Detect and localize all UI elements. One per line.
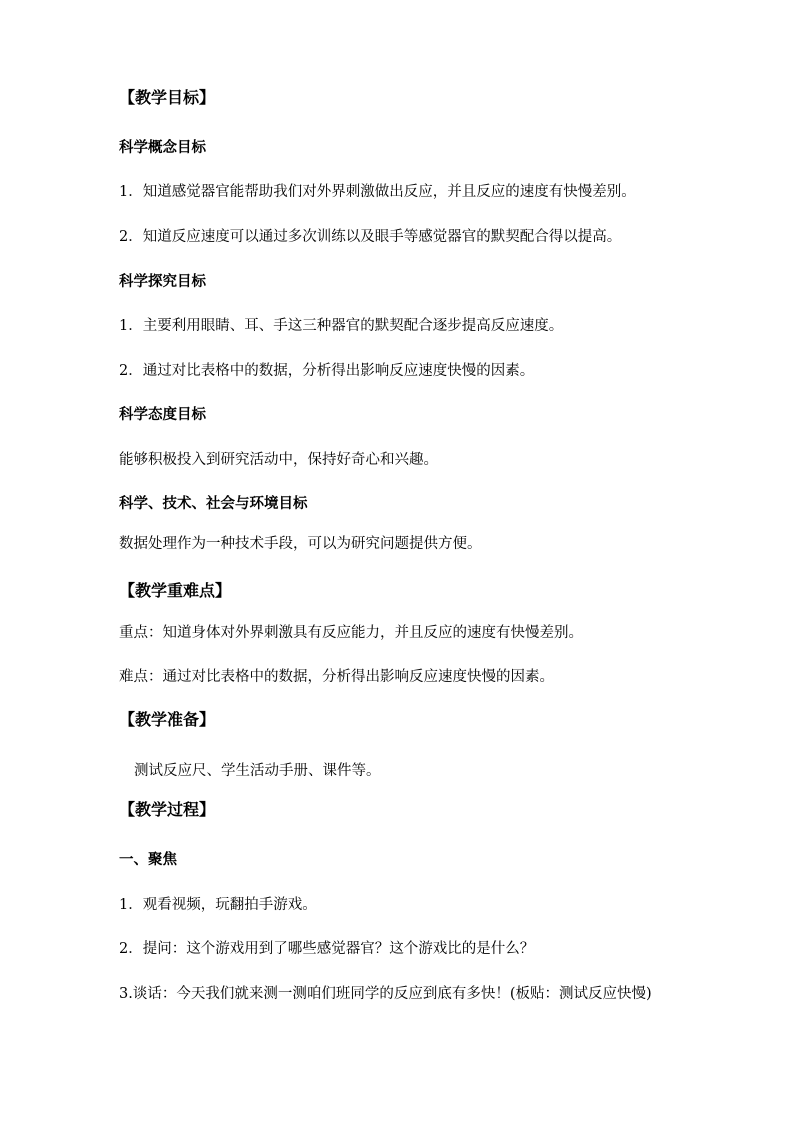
objectives-heading: 【教学目标】 (119, 88, 216, 107)
sts-objective-heading: 科学、技术、社会与环境目标 (119, 495, 308, 512)
focus-item-1: 1．观看视频，玩翻拍手游戏。 (119, 897, 317, 913)
inquiry-item-2: 2．通过对比表格中的数据，分析得出影响反应速度快慢的因素。 (119, 363, 535, 379)
process-heading: 【教学过程】 (119, 800, 216, 819)
preparation-text: 测试反应尺、学生活动手册、课件等。 (134, 763, 381, 779)
inquiry-item-1: 1．主要利用眼睛、耳、手这三种器官的默契配合逐步提高反应速度。 (119, 318, 564, 334)
concept-item-1: 1．知道感觉器官能帮助我们对外界刺激做出反应，并且反应的速度有快慢差别。 (119, 184, 636, 200)
key-point-text: 重点：知道身体对外界刺激具有反应能力，并且反应的速度有快慢差别。 (119, 625, 583, 641)
focus-item-3: 3.谈话：今天我们就来测一测咱们班同学的反应到底有多快！(板贴：测试反应快慢) (119, 986, 652, 1002)
focus-heading: 一、聚焦 (119, 851, 177, 868)
attitude-text: 能够积极投入到研究活动中，保持好奇心和兴趣。 (119, 452, 438, 468)
attitude-objective-heading: 科学态度目标 (119, 406, 206, 423)
focus-item-2: 2．提问：这个游戏用到了哪些感觉器官？这个游戏比的是什么？ (119, 941, 535, 957)
concept-item-2: 2．知道反应速度可以通过多次训练以及眼手等感觉器官的默契配合得以提高。 (119, 229, 622, 245)
key-points-heading: 【教学重难点】 (119, 581, 232, 600)
concept-objective-heading: 科学概念目标 (119, 139, 206, 156)
inquiry-objective-heading: 科学探究目标 (119, 273, 206, 290)
sts-text: 数据处理作为一种技术手段，可以为研究问题提供方便。 (119, 536, 482, 552)
preparation-heading: 【教学准备】 (119, 710, 216, 729)
difficult-point-text: 难点：通过对比表格中的数据，分析得出影响反应速度快慢的因素。 (119, 669, 554, 685)
